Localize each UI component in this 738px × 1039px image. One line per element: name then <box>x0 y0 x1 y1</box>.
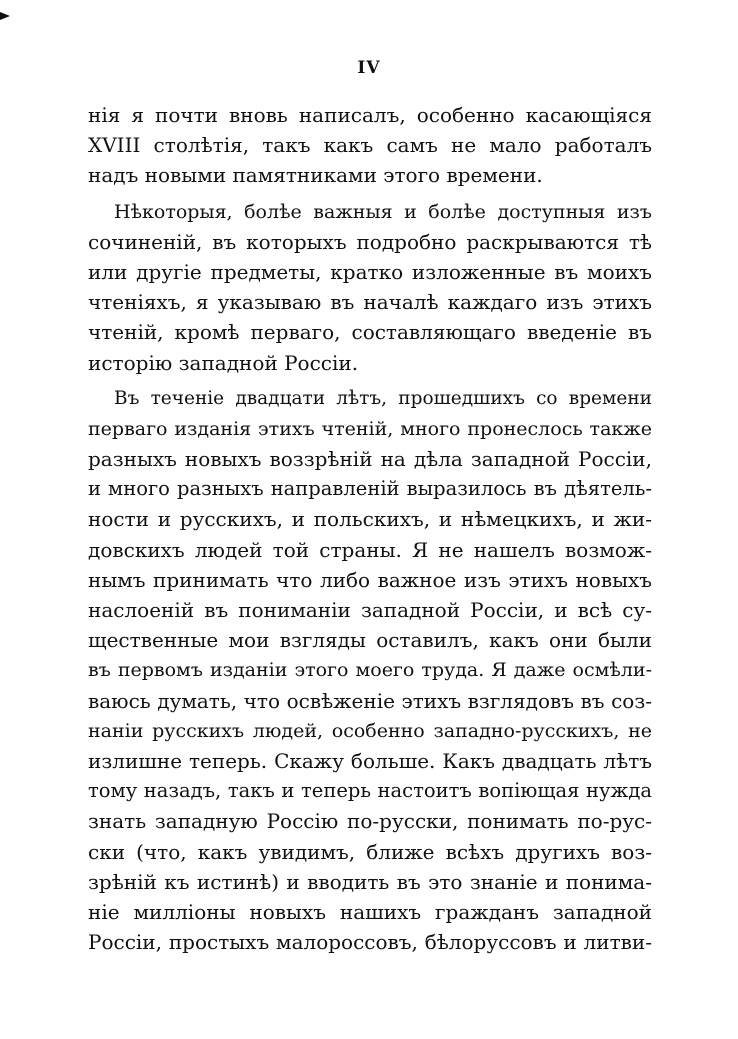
text-line: Въ теченіе двадцати лѣтъ, прошедшихъ со времени <box>114 387 652 409</box>
scan-corner-mark <box>0 12 10 20</box>
text-line: наніи русскихъ людей, особенно западно-русскихъ, не <box>88 719 652 742</box>
text-line: ски (что, какъ увидимъ, ближе всѣхъ другихъ воз- <box>88 839 652 864</box>
text-line: или другіе предметы, кратко изложенные въ моихъ <box>88 259 652 284</box>
paragraph <box>88 384 652 958</box>
text-line: и много разныхъ направленій выразилось въ дѣятель- <box>88 477 652 501</box>
text-line: ности и русскихъ, и польскихъ, и нѣмецкихъ, и жи- <box>88 507 652 532</box>
text-line: надъ новыми памятниками этого времени. <box>88 163 543 188</box>
text-line: тому назадъ, такъ и теперь настоитъ вопіющая нужда <box>88 779 652 803</box>
body-text <box>88 100 652 957</box>
text-line: нымъ принимать что либо важное изъ этихъ новыхъ <box>88 567 652 592</box>
paragraph <box>88 197 652 378</box>
text-line: щественные мои взгляды оставилъ, какъ они были <box>88 628 652 653</box>
page-number: IV <box>357 58 381 78</box>
text-line: чтеніяхъ, я указываю въ началѣ каждаго изъ этихъ <box>88 290 652 315</box>
text-line: ваюсь думать, что освѣженіе этихъ взглядовъ въ соз- <box>88 688 652 713</box>
text-line: Россіи, простыхъ малороссовъ, бѣлоруссовъ и литви- <box>88 930 652 955</box>
text-line: сочиненій, въ которыхъ подробно раскрываются тѣ <box>88 229 652 254</box>
text-line: чтеній, кромѣ перваго, составляющаго введеніе въ <box>88 320 652 345</box>
text-line: въ первомъ изданіи этого моего труда. Я даже осмѣли- <box>88 659 652 682</box>
text-line: нія я почти вновь написалъ, особенно касающіяся <box>88 103 652 127</box>
text-line: излишне теперь. Скажу больше. Какъ двадцать лѣтъ <box>88 748 652 773</box>
text-line: исторію западной Россіи. <box>88 350 359 375</box>
text-line: зрѣній къ истинѣ) и вводить въ это знаніе и понима- <box>88 869 652 894</box>
text-line: перваго изданія этихъ чтеній, много пронеслось также <box>88 417 652 440</box>
text-line: ніе милліоны новыхъ нашихъ гражданъ западной <box>88 899 652 924</box>
paragraph <box>88 100 652 191</box>
text-line: довскихъ людей той страны. Я не нашелъ возмож- <box>88 537 652 562</box>
text-line: XVIII столѣтія, такъ какъ самъ не мало работалъ <box>88 133 652 158</box>
text-line: наслоеній въ пониманіи западной Россіи, и всѣ су- <box>88 598 652 622</box>
text-line: знать западную Россію по-русски, понимать по-рус- <box>88 809 652 834</box>
text-line: разныхъ новыхъ воззрѣній на дѣла западной Россіи, <box>88 447 652 472</box>
text-line: Нѣкоторыя, болѣе важныя и болѣе доступныя изъ <box>114 200 652 223</box>
